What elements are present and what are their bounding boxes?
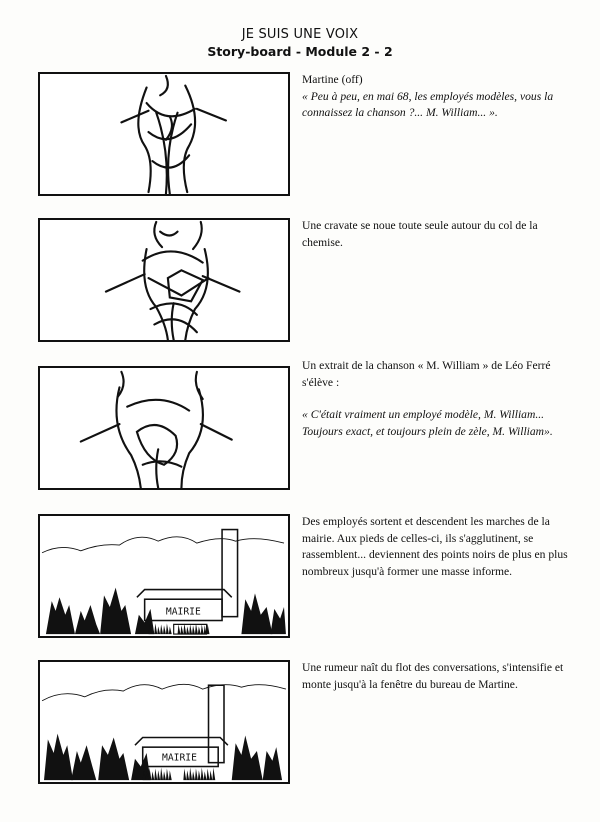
song-lyric-quote: « C'était vraiment un employé modèle, M. William... Toujours exact, et toujours plein de zèle, M. William».	[302, 408, 553, 438]
scene-description: Une rumeur naît du flot des conversations, s'intensifie et monte jusqu'à la fenêtre du bureau de Martine.	[302, 661, 564, 691]
tie-drawing-3	[40, 368, 288, 488]
speaker-label: Martine (off)	[302, 73, 363, 86]
scene-description: Une cravate se noue toute seule autour du col de la chemise.	[302, 219, 538, 249]
dialogue-quote: « Peu à peu, en mai 68, les employés modèles, vous la connaissez la chanson ?... M. William... ».	[302, 89, 554, 120]
caption-1	[302, 72, 572, 122]
storyboard-frame-5	[38, 660, 290, 784]
caption-4	[302, 514, 572, 580]
caption-3	[302, 358, 572, 440]
document-subtitle: Story-board - Module 2 - 2	[207, 44, 393, 59]
caption-2	[302, 218, 572, 251]
tie-drawing-2	[40, 220, 288, 340]
page-header	[0, 26, 600, 60]
town-hall-sign: MAIRIE	[165, 606, 201, 618]
scene-description: Des employés sortent et descendent les marches de la mairie. Aux pieds de celles-ci, ils s'agglutinent, se rassemblent... deviennent des points noirs de plus en plus nombreux jusqu'à former une masse informe.	[302, 515, 568, 578]
scene-description: Un extrait de la chanson « M. William » de Léo Ferré s'élève :	[302, 359, 551, 389]
storyboard-frame-2	[38, 218, 290, 342]
caption-5	[302, 660, 572, 693]
storyboard-frame-3	[38, 366, 290, 490]
town-hall-drawing-2	[40, 662, 288, 782]
document-title: JE SUIS UNE VOIX	[241, 27, 359, 42]
storyboard-frame-1	[38, 72, 290, 196]
town-hall-drawing-1	[40, 516, 288, 636]
tie-drawing-1	[40, 74, 288, 194]
storyboard-frame-4	[38, 514, 290, 638]
town-hall-sign: MAIRIE	[162, 752, 197, 764]
